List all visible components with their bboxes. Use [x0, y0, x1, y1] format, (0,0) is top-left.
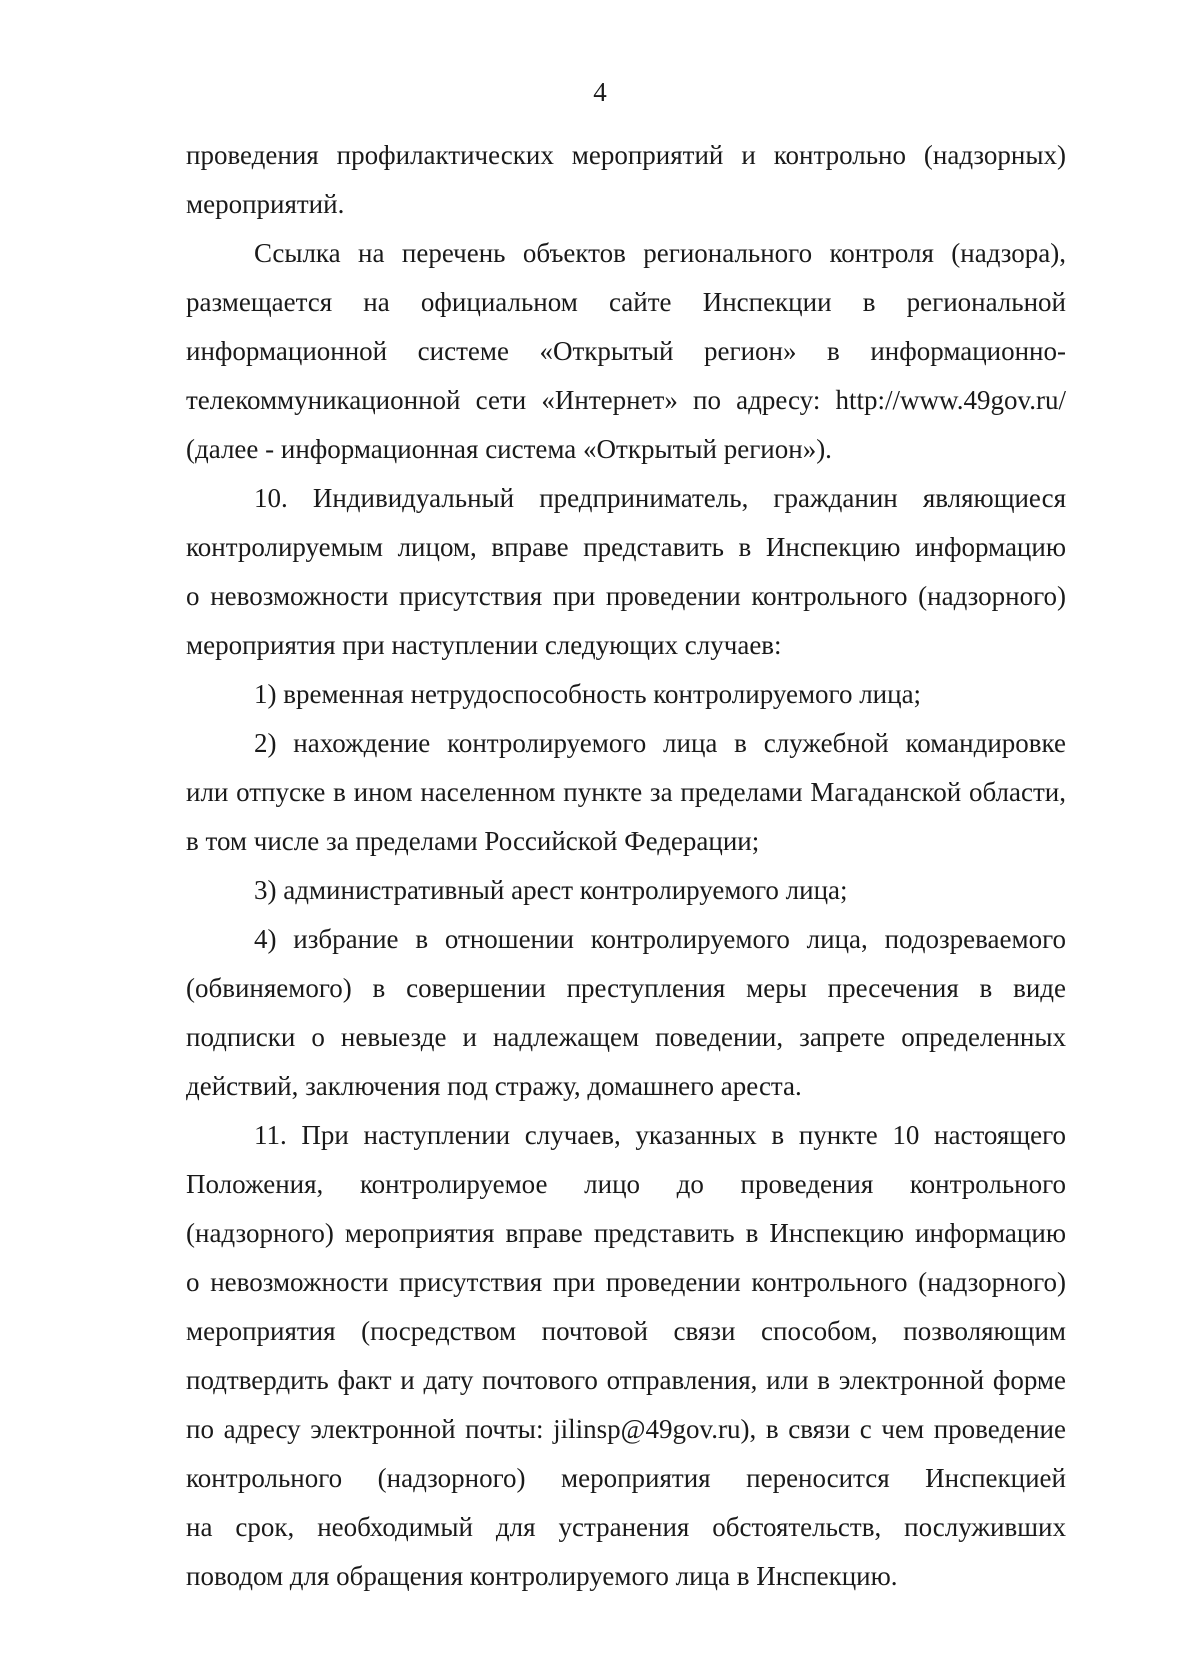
- text-line: на срок, необходимый для устранения обстоятельств, послуживших: [186, 1512, 1066, 1542]
- text-line: телекоммуникационной сети «Интернет» по адресу: http://www.49gov.ru/: [186, 385, 1066, 415]
- text-line: (надзорного) мероприятия вправе представить в Инспекцию информацию: [186, 1218, 1066, 1248]
- text-line: (обвиняемого) в совершении преступления меры пресечения в виде: [186, 973, 1066, 1003]
- text-line: или отпуске в ином населенном пункте за пределами Магаданской области,: [186, 777, 1066, 807]
- text-line: (далее - информационная система «Открытый регион»).: [186, 434, 832, 464]
- text-line: проведения профилактических мероприятий и контрольно (надзорных): [186, 140, 1066, 170]
- text-line: размещается на официальном сайте Инспекции в региональной: [186, 287, 1066, 317]
- text-line: в том числе за пределами Российской Федерации;: [186, 826, 760, 856]
- text-line: Положения, контролируемое лицо до проведения контрольного: [186, 1169, 1066, 1199]
- text-line: 2) нахождение контролируемого лица в служебной командировке: [254, 728, 1066, 758]
- text-line: информационной системе «Открытый регион» в информационно-: [186, 336, 1066, 366]
- text-line: 1) временная нетрудоспособность контролируемого лица;: [254, 679, 922, 709]
- text-line: мероприятий.: [186, 189, 345, 219]
- text-line: подтвердить факт и дату почтового отправления, или в электронной форме: [186, 1365, 1066, 1395]
- text-line: о невозможности присутствия при проведении контрольного (надзорного): [186, 1267, 1066, 1297]
- text-line: по адресу электронной почты: jilinsp@49gov.ru), в связи с чем проведение: [186, 1414, 1066, 1444]
- text-line: 3) административный арест контролируемого лица;: [254, 875, 848, 905]
- text-line: о невозможности присутствия при проведении контрольного (надзорного): [186, 581, 1066, 611]
- text-line: 10. Индивидуальный предприниматель, гражданин являющиеся: [254, 483, 1066, 513]
- text-line: мероприятия (посредством почтовой связи способом, позволяющим: [186, 1316, 1066, 1346]
- page-number: 4: [593, 77, 607, 107]
- document-body: [186, 131, 1066, 1601]
- text-line: действий, заключения под стражу, домашнего ареста.: [186, 1071, 802, 1101]
- text-line: мероприятия при наступлении следующих случаев:: [186, 630, 782, 660]
- text-line: поводом для обращения контролируемого лица в Инспекцию.: [186, 1561, 898, 1591]
- text-line: 4) избрание в отношении контролируемого лица, подозреваемого: [254, 924, 1066, 954]
- text-line: контрольного (надзорного) мероприятия переносится Инспекцией: [186, 1463, 1066, 1493]
- text-line: 11. При наступлении случаев, указанных в пункте 10 настоящего: [254, 1120, 1066, 1150]
- text-line: контролируемым лицом, вправе представить в Инспекцию информацию: [186, 532, 1066, 562]
- text-line: подписки о невыезде и надлежащем поведении, запрете определенных: [186, 1022, 1066, 1052]
- text-line: Ссылка на перечень объектов регионального контроля (надзора),: [254, 238, 1066, 268]
